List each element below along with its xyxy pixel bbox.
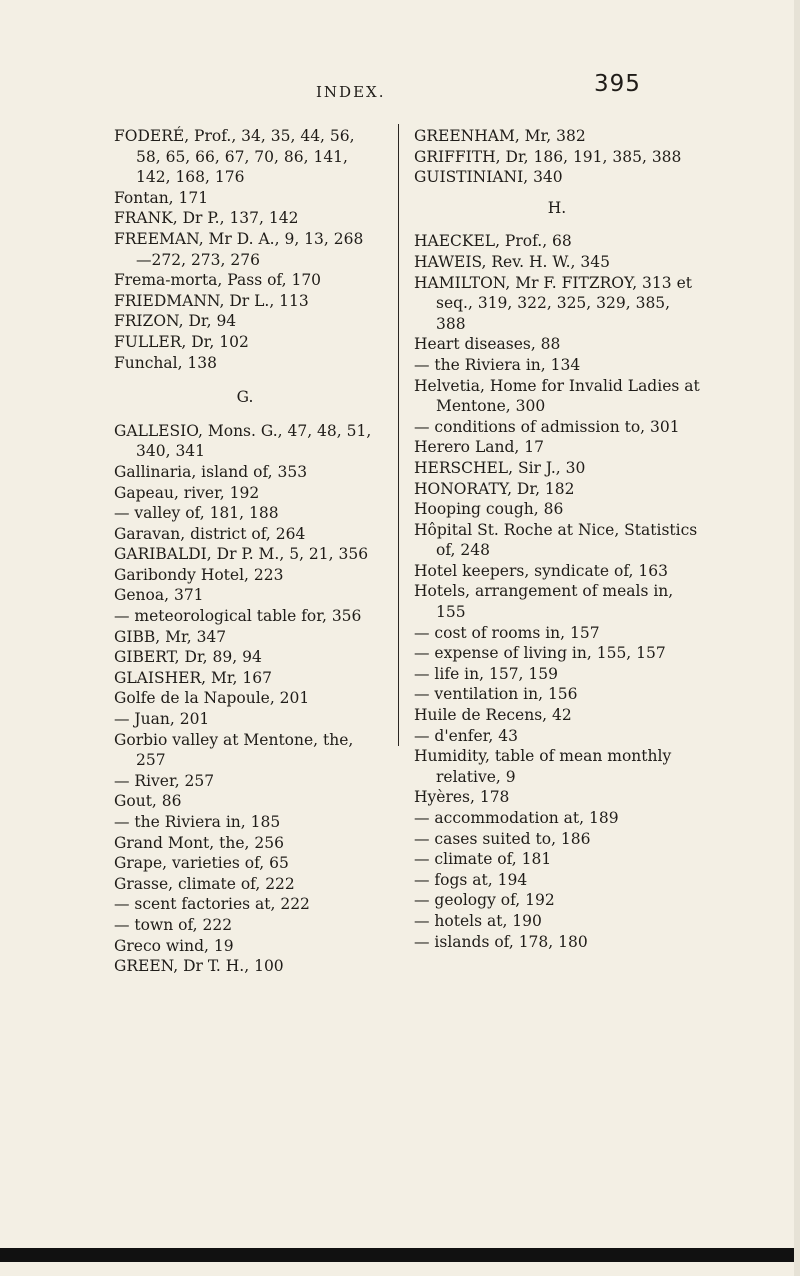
column-divider xyxy=(398,124,399,746)
index-column-right xyxy=(414,126,700,952)
index-entry: Hotel keepers, syndicate of, 163 xyxy=(414,561,668,580)
index-entry: Garibondy Hotel, 223 xyxy=(114,565,284,584)
index-entry: FRANK, Dr P., 137, 142 xyxy=(114,209,299,228)
running-head xyxy=(0,71,800,109)
index-entry: — accommodation at, 189 xyxy=(414,809,619,827)
index-entry: Frema-morta, Pass of, 170 xyxy=(114,271,322,290)
index-entry: Helvetia, Home for Invalid Ladies at Mentone, 300 xyxy=(414,376,700,416)
index-entry: — River, 257 xyxy=(114,771,215,790)
index-entry: FRIZON, Dr, 94 xyxy=(114,312,237,331)
index-entry: HONORATY, Dr, 182 xyxy=(414,479,575,498)
index-entry: — expense of living in, 155, 157 xyxy=(414,644,666,663)
index-entry: Gout, 86 xyxy=(114,792,182,811)
index-entry: GREENHAM, Mr, 382 xyxy=(414,127,586,145)
index-entry: GREEN, Dr T. H., 100 xyxy=(114,957,284,976)
index-entry: Grand Mont, the, 256 xyxy=(114,833,284,852)
index-entry: — cases suited to, 186 xyxy=(414,829,591,848)
index-entry: GIBERT, Dr, 89, 94 xyxy=(114,648,262,667)
index-entry: Golfe de la Napoule, 201 xyxy=(114,689,310,708)
index-entry: Gorbio valley at Mentone, the, 257 xyxy=(114,730,354,770)
index-entry: FRIEDMANN, Dr L., 113 xyxy=(114,291,309,310)
index-entry: Gallinaria, island of, 353 xyxy=(114,462,308,481)
page-bottom-band xyxy=(0,1248,800,1262)
index-entry: Grape, varieties of, 65 xyxy=(114,854,289,873)
index-entry: — scent factories at, 222 xyxy=(114,895,310,914)
page-number: 395 xyxy=(594,71,641,97)
index-entry: Greco wind, 19 xyxy=(114,936,234,955)
letter-heading: H. xyxy=(547,198,567,217)
index-entry: HAMILTON, Mr F. FITZROY, 313 et seq., 319, 322, 325, 329, 385, 388 xyxy=(414,273,692,333)
index-entry: — fogs at, 194 xyxy=(414,870,528,889)
index-entry: Genoa, 371 xyxy=(114,586,204,605)
index-entry: — Juan, 201 xyxy=(114,710,210,729)
index-entry: — meteorological table for, 356 xyxy=(114,607,362,626)
index-entry: HERSCHEL, Sir J., 30 xyxy=(414,458,586,477)
index-entry: FULLER, Dr, 102 xyxy=(114,332,249,351)
index-entry: FREEMAN, Mr D. A., 9, 13, 268—272, 273, 276 xyxy=(114,229,364,269)
index-entry: — cost of rooms in, 157 xyxy=(414,623,600,642)
index-entry: Grasse, climate of, 222 xyxy=(114,874,295,893)
index-entry: GUISTINIANI, 340 xyxy=(414,168,563,187)
index-entry: GLAISHER, Mr, 167 xyxy=(114,668,272,687)
index-entry: HAECKEL, Prof., 68 xyxy=(414,232,572,251)
index-entry: — hotels at, 190 xyxy=(414,911,542,930)
index-entry: — ventilation in, 156 xyxy=(414,685,578,704)
page-edge xyxy=(794,0,800,1276)
index-entry: — climate of, 181 xyxy=(414,850,552,869)
letter-heading: G. xyxy=(236,388,254,407)
index-entry: HAWEIS, Rev. H. W., 345 xyxy=(414,252,610,271)
index-entry: — town of, 222 xyxy=(114,915,233,934)
index-entry: — geology of, 192 xyxy=(414,891,555,910)
index-entry: — islands of, 178, 180 xyxy=(414,932,588,951)
index-entry: Heart diseases, 88 xyxy=(414,335,561,354)
index-entry: — the Riviera in, 134 xyxy=(414,355,581,374)
page-title: INDEX. xyxy=(316,83,386,101)
index-entry: Gapeau, river, 192 xyxy=(114,483,260,502)
index-entry: Hooping cough, 86 xyxy=(414,500,564,519)
index-entry: FODERÉ, Prof., 34, 35, 44, 56, 58, 65, 66, 67, 70, 86, 141, 142, 168, 176 xyxy=(114,127,355,187)
index-entry: — the Riviera in, 185 xyxy=(114,813,281,831)
index-entry: — valley of, 181, 188 xyxy=(114,504,279,523)
index-entry: Hôpital St. Roche at Nice, Statistics of, 248 xyxy=(414,520,698,560)
index-entry: Humidity, table of mean monthly relative, 9 xyxy=(414,747,672,786)
index-entry: — life in, 157, 159 xyxy=(414,664,558,683)
index-column-left xyxy=(114,126,376,977)
index-entry: GRIFFITH, Dr, 186, 191, 385, 388 xyxy=(414,147,682,166)
index-entry: Hyères, 178 xyxy=(414,788,510,807)
index-entry: Fontan, 171 xyxy=(114,188,209,207)
index-entry: Herero Land, 17 xyxy=(414,438,544,457)
index-entry: Funchal, 138 xyxy=(114,353,218,372)
index-entry: Garavan, district of, 264 xyxy=(114,524,306,543)
index-entry: — d'enfer, 43 xyxy=(414,726,518,745)
index-entry: — conditions of admission to, 301 xyxy=(414,417,680,436)
index-entry: Hotels, arrangement of meals in, 155 xyxy=(414,582,674,622)
index-entry: GIBB, Mr, 347 xyxy=(114,627,227,646)
index-entry: GALLESIO, Mons. G., 47, 48, 51, 340, 341 xyxy=(114,421,372,461)
index-entry: GARIBALDI, Dr P. M., 5, 21, 356 xyxy=(114,545,369,564)
index-entry: Huile de Recens, 42 xyxy=(414,706,572,725)
